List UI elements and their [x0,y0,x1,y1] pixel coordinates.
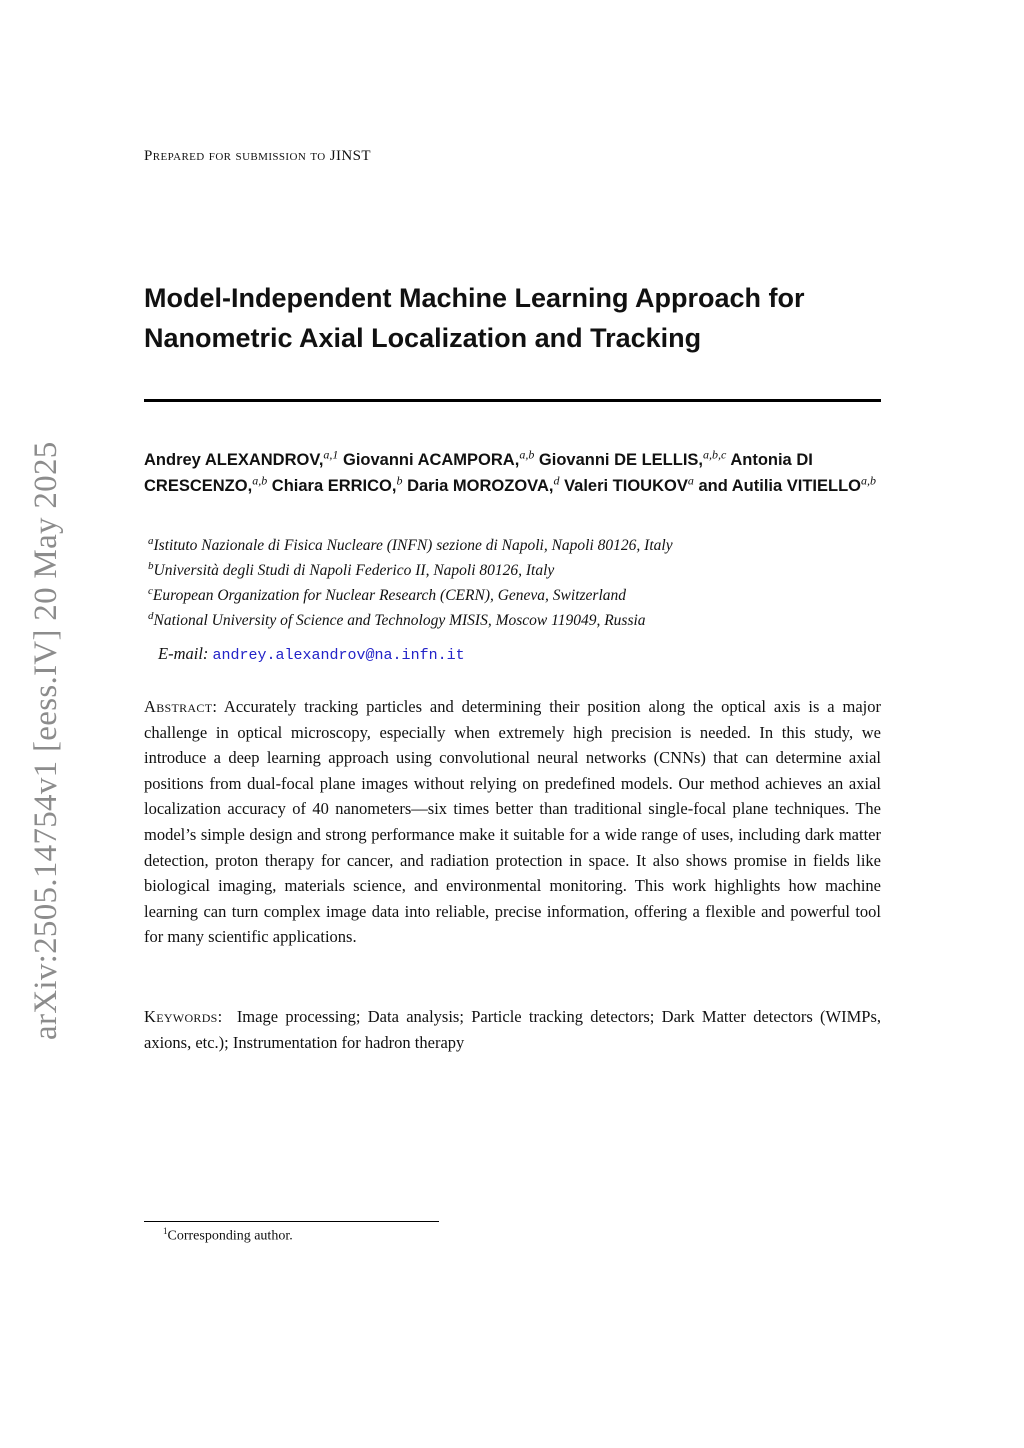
author: Andrey ALEXANDROV,$^{a,1}$ [144,447,339,469]
email-label: E-mail: [158,644,209,663]
author: Giovanni DE LELLIS,$^{a,b,c}$ [538,447,727,469]
footnote-text: Corresponding author. [167,1228,293,1244]
title-line-2: Nanometric Axial Localization and Tracking [144,323,702,353]
affiliation: $^c$European Organization for Nuclear Research (CERN), Geneva, Switzerland [148,584,627,604]
abstract: Abstract: Accurately tracking particles and determining their position along the optical axis is a major challenge in optical microscopy, especially when extremely high precision is needed. In this study, we introduce a deep learning approach using convolutional neural networks (CNNs) that can determine axial positions from dual-focal plane images without relying on predefined models. Our method achieves an axial localization accuracy of 40 nanometers—six times better than traditional single-focal plane techniques. The model’s simple design and strong performance make it suitable for a wide range of uses, including dark matter detection, proton therapy for cancer, and radiation protection in space. It also shows promise in fields like biological imaging, materials science, and environmental monitoring. This work highlights how machine learning can turn complex image data into reliable, precise information, offering a flexible and powerful tool for many scientific applications. [144,697,881,947]
email-line [158,644,465,664]
arxiv-identifier-stamp: arXiv:2505.14754v1 [eess.IV] 20 May 2025 [28,441,64,1040]
author: Daria MOROZOVA,$^d$ [407,473,560,495]
author: Valeri TIOUKOV$^a$ [564,473,694,495]
author: Antonia DI CRESCENZO,$^{a,b}$ [144,451,813,495]
affiliation: $^d$National University of Science and Technology MISIS, Moscow 119049, Russia [148,609,646,629]
keywords-label: Keywords [144,1007,218,1026]
email-link[interactable]: andrey.alexandrov@na.infn.it [212,647,465,664]
author: Giovanni ACAMPORA,$^{a,b}$ [343,447,535,469]
abstract-label: Abstract [144,697,213,716]
affiliation-list [148,533,888,633]
title-line-1: Model-Independent Machine Learning Approach for [144,283,805,313]
footnote-divider [144,1221,439,1222]
author: Chiara ERRICO,$^b$ [271,473,403,495]
submission-note: Prepared for submission to JINST [144,148,371,164]
abstract-text: Accurately tracking particles and determining their position along the optical axis is a major challenge in optical microscopy, especially when extremely high precision is needed. In this study, we introduce a deep learning approach using convolutional neural networks (CNNs) that can determine axial positions from dual-focal plane images without relying on predefined models. Our method achieves an axial localization accuracy of 40 nanometers—six times better than traditional single-focal plane techniques. The model’s simple design and strong performance make it suitable for a wide range of uses, including dark matter detection, proton therapy for cancer, and radiation protection in space. It also shows promise in fields like biological imaging, materials science, and environmental monitoring. This work highlights how machine learning can turn complex image data into reliable, precise information, offering a flexible and powerful tool for many scientific applications. [144,697,881,947]
keywords: Keywords: Image processing; Data analysis; Particle tracking detectors; Dark Matter detectors (WIMPs, axions, etc.); Instrumentation for hadron therapy [144,1007,881,1052]
author: and Autilia VITIELLO$^{a,b}$ [698,473,877,495]
paper-title [144,278,884,358]
title-divider [144,399,881,402]
affiliation: $^b$Università degli Studi di Napoli Federico II, Napoli 80126, Italy [148,559,555,579]
keywords-text: Image processing; Data analysis; Particle tracking detectors; Dark Matter detectors (WIMPs, axions, etc.); Instrumentation for hadron therapy [144,1007,881,1052]
footnote-mark: 1 [163,1226,168,1236]
affiliation: $^a$Istituto Nazionale di Fisica Nucleare (INFN) sezione di Napoli, Napoli 80126, Italy [148,534,673,554]
author-list [144,447,884,499]
footnote [163,1226,293,1245]
